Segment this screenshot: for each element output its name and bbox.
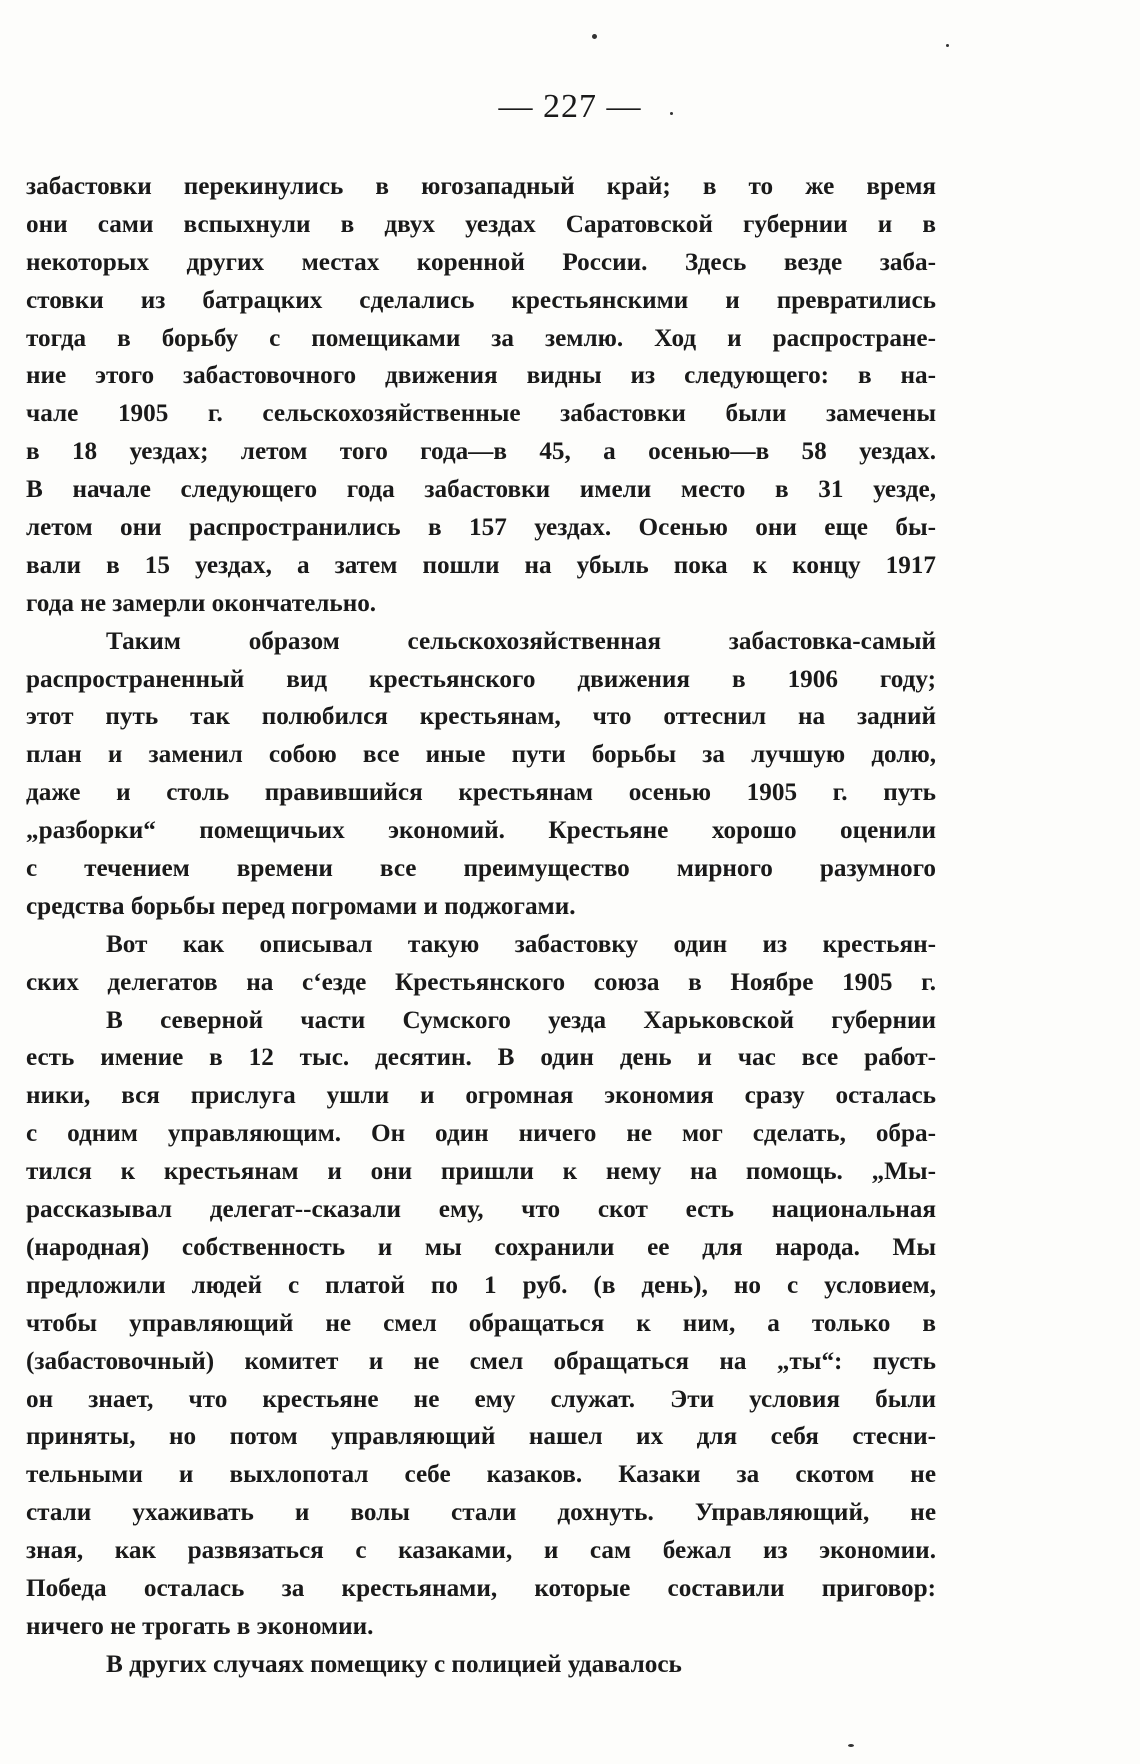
text-line: рассказывал делегат--сказали ему, что скот есть национальная <box>26 1196 936 1224</box>
text-line: средства борьбы перед погромами и поджогами. <box>26 892 576 920</box>
text-line: они сами вспыхнули в двух уездах Саратовской губернии и в <box>26 210 936 238</box>
scan-speck <box>946 44 949 47</box>
body-text <box>26 168 936 1684</box>
paragraph <box>26 623 936 926</box>
paragraph <box>26 926 936 1002</box>
text-line: (народная) собственность и мы сохранили ее для народа. Мы <box>26 1233 936 1261</box>
paragraph <box>26 168 936 623</box>
text-line: распространенный вид крестьянского движения в 1906 году; <box>26 665 936 693</box>
text-line: ние этого забастовочного движения видны из следующего: в на- <box>26 362 936 390</box>
text-line: предложили людей с платой по 1 руб. (в день), но с условием, <box>26 1271 936 1299</box>
text-line: ники, вся прислуга ушли и огромная экономия сразу осталась <box>26 1082 936 1110</box>
paragraph <box>26 1646 936 1684</box>
text-line: Вот как описывал такую забастовку один из крестьян- <box>106 930 936 958</box>
text-line: с течением времени все преимущество мирного разумного <box>26 855 936 883</box>
scan-speck <box>592 34 597 39</box>
text-line: план и заменил собою все иные пути борьбы за лучшую долю, <box>26 741 936 769</box>
text-line: (забастовочный) комитет и не смел обращаться на „ты“: пусть <box>26 1347 936 1375</box>
text-line: Таким образом сельскохозяйственная забастовка-самый <box>106 627 936 655</box>
text-line: ских делегатов на с‘езде Крестьянского союза в Ноябре 1905 г. <box>26 968 936 996</box>
text-line: этот путь так полюбился крестьянам, что оттеснил на задний <box>26 703 936 731</box>
text-line: забастовки перекинулись в югозападный край; в то же время <box>26 173 936 200</box>
text-line: „разборки“ помещичьих экономий. Крестьяне хорошо оценили <box>26 817 936 845</box>
text-line: в 18 уездах; летом того года—в 45, а осенью—в 58 уездах. <box>26 438 936 466</box>
text-line: В северной части Сумского уезда Харьковской губернии <box>106 1006 936 1034</box>
text-line: В других случаях помещику с полицией удавалось <box>106 1650 682 1678</box>
text-line: года не замерли окончательно. <box>26 589 377 617</box>
text-line: тогда в борьбу с помещиками за землю. Ход и распростране- <box>26 324 936 352</box>
text-line: чале 1905 г. сельскохозяйственные забастовки были замечены <box>26 400 936 428</box>
text-line: стовки из батрацких сделались крестьянскими и превратились <box>26 286 936 314</box>
text-line: даже и столь правившийся крестьянам осенью 1905 г. путь <box>26 779 936 807</box>
text-line: приняты, но потом управляющий нашел их для себя стесни- <box>26 1423 936 1451</box>
text-line: летом они распространились в 157 уездах. Осенью они еще бы- <box>26 514 936 542</box>
page-number: — 227 — <box>498 88 642 125</box>
text-line: вали в 15 уездах, а затем пошли на убыль пока к концу 1917 <box>26 551 936 579</box>
text-line: Победа осталась за крестьянами, которые составили приговор: <box>26 1574 936 1602</box>
text-line: некоторых других местах коренной России. Здесь везде заба- <box>26 248 936 276</box>
text-line: зная, как развязаться с казаками, и сам бежал из экономии. <box>26 1537 936 1565</box>
text-line: тельными и выхлопотал себе казаков. Казаки за скотом не <box>26 1461 936 1489</box>
scan-speck <box>670 112 673 115</box>
text-line: стали ухаживать и волы стали дохнуть. Управляющий, не <box>26 1499 936 1527</box>
text-line: есть имение в 12 тыс. десятин. В один день и час все работ- <box>26 1044 936 1072</box>
text-line: ничего не трогать в экономии. <box>26 1612 374 1640</box>
text-line: чтобы управляющий не смел обращаться к ним, а только в <box>26 1309 936 1337</box>
text-line: он знает, что крестьяне не ему служат. Эти условия были <box>26 1385 936 1413</box>
text-line: В начале следующего года забастовки имели место в 31 уезде, <box>26 476 936 504</box>
text-line: с одним управляющим. Он один ничего не мог сделать, обра- <box>26 1120 936 1148</box>
text-line: тился к крестьянам и они пришли к нему на помощь. „Мы- <box>26 1158 936 1186</box>
paragraph <box>26 1002 936 1646</box>
scan-speck <box>848 1744 854 1747</box>
